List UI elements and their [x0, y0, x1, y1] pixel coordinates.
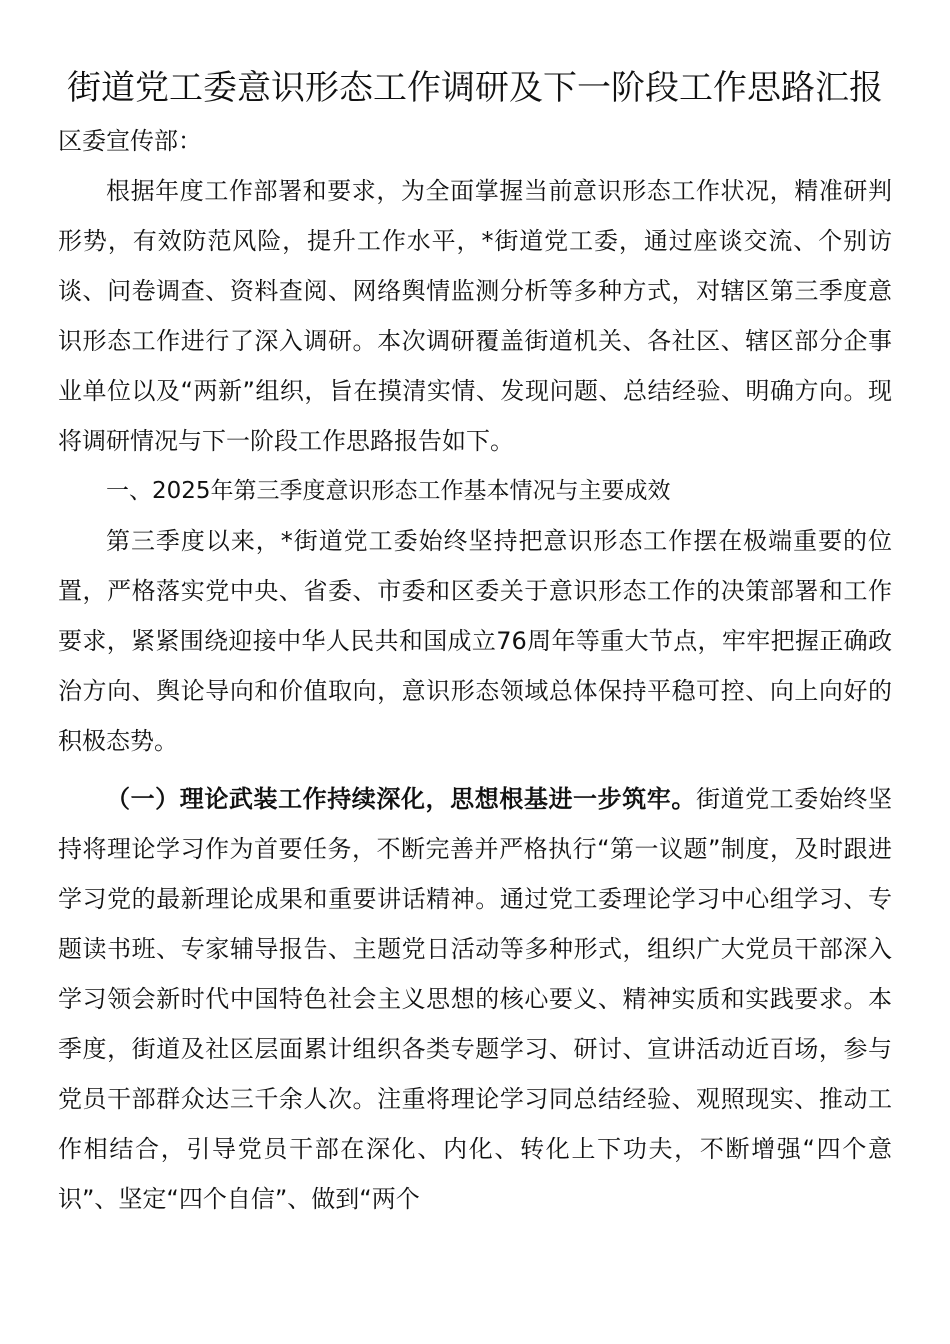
document-page — [58, 60, 892, 1224]
subsection-body-1: 街道党工委始终坚持将理论学习作为首要任务，不断完善并严格执行“第一议题”制度，及时跟进学习党的最新理论成果和重要讲话精神。通过党工委理论学习中心组学习、专题读书班、专家辅导报告、主题党日活动等多种形式，组织广大党员干部深入学习领会新时代中国特色社会主义思想的核心要义、精神实质和实践要求。本季度，街道及社区层面累计组织各类专题学习、研讨、宣讲活动近百场，参与党员干部群众达三千余人次。注重将理论学习同总结经验、观照现实、推动工作相结合，引导党员干部在深化、内化、转化上下功夫，不断增强“四个意识”、坚定“四个自信”、做到“两个 — [58, 785, 893, 1213]
section-paragraph-1: 第三季度以来，*街道党工委始终坚持把意识形态工作摆在极端重要的位置，严格落实党中央、省委、市委和区委关于意识形态工作的决策部署和工作要求，紧紧围绕迎接中华人民共和国成立76周年等重大节点，牢牢把握正确政治方向、舆论导向和价值取向，意识形态领域总体保持平稳可控、向上向好的积极态势。 — [58, 527, 892, 755]
intro-paragraph: 根据年度工作部署和要求，为全面掌握当前意识形态工作状况，精准研判形势，有效防范风险，提升工作水平，*街道党工委，通过座谈交流、个别访谈、问卷调查、资料查阅、网络舆情监测分析等多种方式，对辖区第三季度意识形态工作进行了深入调研。本次调研覆盖街道机关、各社区、辖区部分企事业单位以及“两新”组织，旨在摸清实情、发现问题、总结经验、明确方向。现将调研情况与下一阶段工作思路报告如下。 — [58, 177, 892, 455]
subsection-paragraph-1 — [58, 774, 892, 1224]
subsection-title-1: （一）理论武装工作持续深化，思想根基进一步筑牢。 — [106, 785, 696, 813]
salutation: 区委宣传部： — [58, 127, 202, 155]
document-title: 街道党工委意识形态工作调研及下一阶段工作思路汇报 — [67, 68, 883, 108]
section-heading-1: 一、2025年第三季度意识形态工作基本情况与主要成效 — [106, 478, 671, 504]
